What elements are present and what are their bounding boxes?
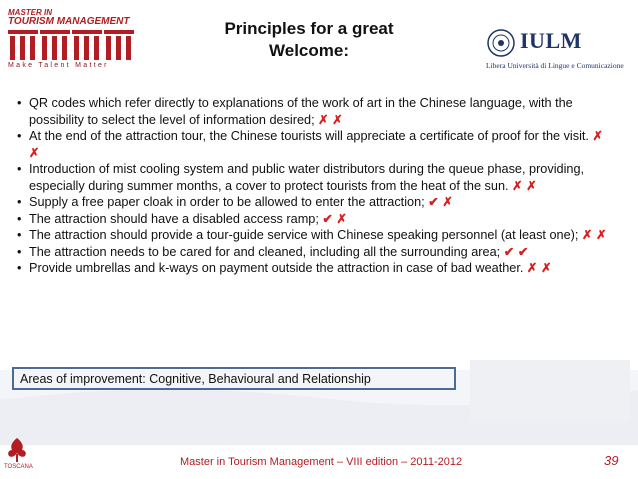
- logo-columns-icon: [8, 30, 136, 60]
- bullet-text: Introduction of mist cooling system and public water distributors during the queue phase, providing, especially during summer months, a cover to protect tourists from the heat of the sun.: [29, 162, 585, 193]
- page-number: 39: [604, 453, 619, 468]
- bullet-dot-icon: •: [17, 129, 22, 143]
- master-logo: [8, 4, 180, 70]
- bullet-dot-icon: •: [17, 96, 22, 110]
- bullet-item: [17, 128, 617, 161]
- university-seal-icon: [486, 28, 516, 58]
- bullet-text: At the end of the attraction tour, the Chinese tourists will appreciate a certificate of proof for the visit.: [29, 129, 589, 143]
- logo-line1: MASTER IN: [8, 8, 52, 17]
- bullet-item: [17, 161, 617, 194]
- bullet-list: [17, 95, 617, 277]
- bullet-dot-icon: •: [17, 228, 22, 242]
- rating-marks: ✗ ✗: [318, 112, 343, 127]
- bullet-text: The attraction should provide a tour-guide service with Chinese speaking personnel (at least one);: [29, 228, 579, 242]
- bullet-text: QR codes which refer directly to explanations of the work of art in the Chinese language, with the possibility to select the level of information desired;: [29, 96, 573, 127]
- bullet-item: [17, 227, 617, 244]
- bullet-text: Supply a free paper cloak in order to be allowed to enter the attraction;: [29, 195, 425, 209]
- logo-tagline: Make Talent Matter: [8, 62, 109, 69]
- slide-title: Principles for a great Welcome:: [224, 19, 394, 60]
- footer-text: Master in Tourism Management – VIII edition – 2011-2012: [180, 456, 463, 468]
- rating-marks: ✗ ✗: [581, 228, 607, 242]
- bullet-item: [17, 260, 617, 277]
- iulm-name: IULM: [520, 28, 582, 53]
- toscana-flower-icon: [6, 436, 28, 464]
- bullet-dot-icon: •: [17, 244, 22, 259]
- iulm-subtitle: Libera Università di Lingue e Comunicazione: [486, 61, 624, 70]
- bullet-dot-icon: •: [17, 195, 22, 209]
- improvement-box: [12, 367, 456, 390]
- bullet-item: [17, 211, 617, 228]
- logo-line2: TOURISM MANAGEMENT: [8, 16, 130, 27]
- rating-marks: ✔ ✔: [503, 244, 529, 259]
- rating-marks: ✗ ✗: [29, 129, 604, 160]
- bullet-item: [17, 95, 617, 128]
- toscana-label: TOSCANA: [4, 464, 33, 470]
- iulm-logo: [486, 28, 626, 74]
- bullet-item: [17, 194, 617, 211]
- bullet-item: [17, 244, 617, 261]
- toscana-logo: [4, 436, 33, 474]
- rating-marks: ✔ ✗: [322, 211, 348, 226]
- bullet-dot-icon: •: [17, 162, 22, 176]
- rating-marks: ✗ ✗: [512, 178, 537, 193]
- rating-marks: ✗ ✗: [526, 261, 552, 275]
- improvement-text: Areas of improvement: Cognitive, Behavioural and Relationship: [20, 372, 371, 386]
- bullet-text: Provide umbrellas and k-ways on payment outside the attraction in case of bad weather.: [29, 261, 524, 275]
- rating-marks: ✔ ✗: [428, 195, 453, 209]
- bullet-text: The attraction needs to be cared for and cleaned, including all the surrounding area;: [29, 244, 501, 259]
- bullet-dot-icon: •: [17, 211, 22, 226]
- bullet-dot-icon: •: [17, 261, 22, 275]
- bullet-text: The attraction should have a disabled access ramp;: [29, 211, 319, 226]
